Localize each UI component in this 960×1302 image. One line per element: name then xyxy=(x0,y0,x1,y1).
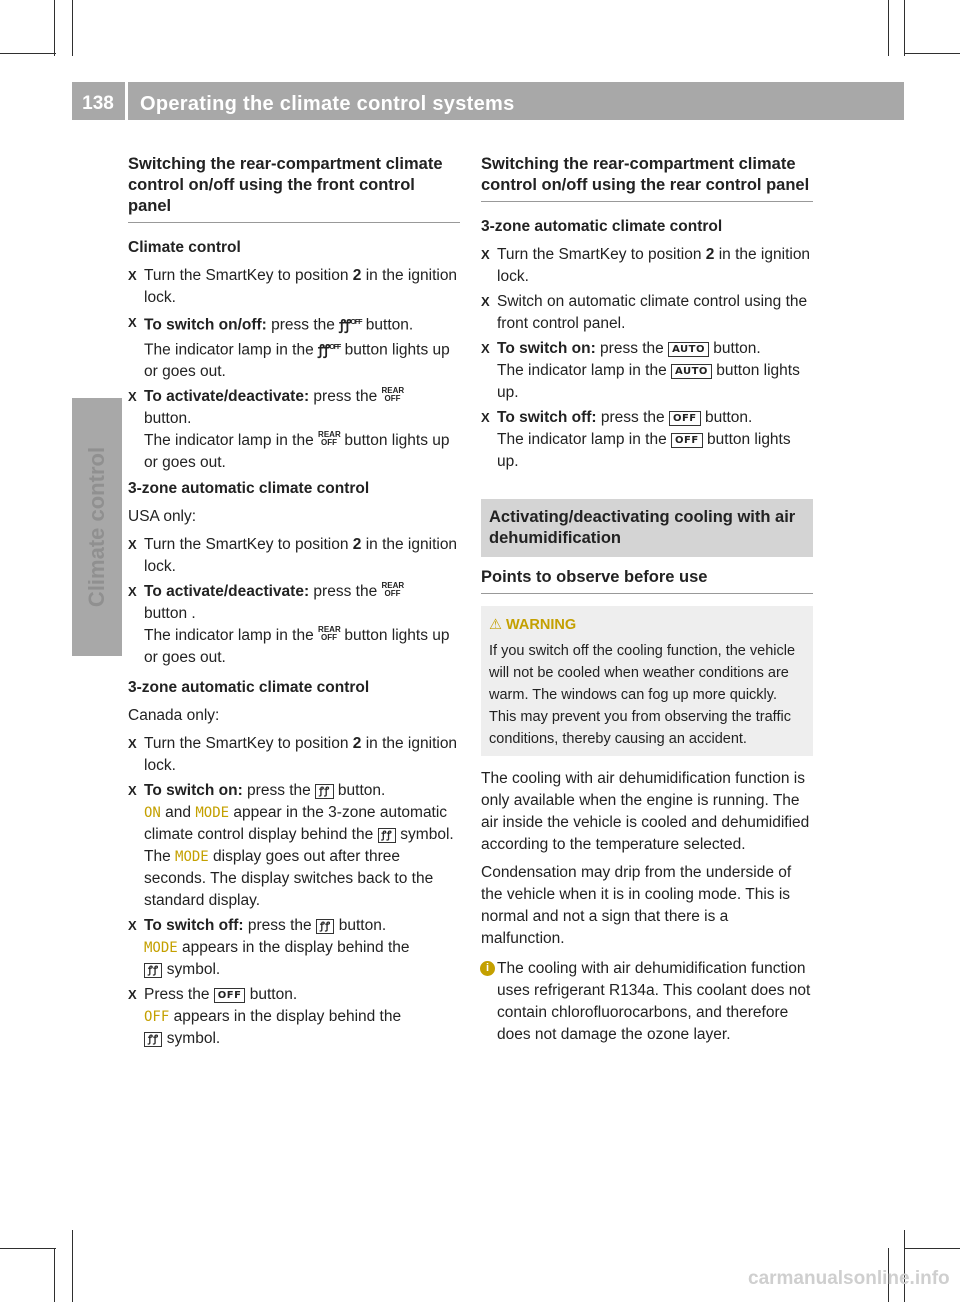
note-text: USA only: xyxy=(128,508,197,526)
body-paragraph: Condensation may drip from the underside of the vehicle when it is in cooling mode. This is normal and not a sign that there is a malfunction. xyxy=(481,864,792,947)
display-text-mode: MODE xyxy=(175,849,209,866)
instruction-step: X Turn the SmartKey to position 2 in the ignition lock. xyxy=(128,536,458,576)
fan-button-icon: ꝭꝭ xyxy=(316,919,334,934)
chapter-tab-label: Climate control xyxy=(84,446,109,608)
fan-button-icon: ꝭꝭ xyxy=(144,963,162,978)
crop-mark xyxy=(888,0,889,56)
step-arrow-icon: X xyxy=(128,987,137,1003)
display-text-on: ON xyxy=(144,805,161,822)
instruction-step: X To activate/deactivate: press the REAR OFF button. The indicator lamp in the REAR OFF button lights up or goes out. xyxy=(128,386,450,472)
page-number: 138 xyxy=(82,93,114,114)
section-banner: Activating/deactivating cooling with air dehumidification xyxy=(481,499,813,557)
instruction-step: X To activate/deactivate: press the REAR OFF button . The indicator lamp in the REAR OFF button lights up or goes out. xyxy=(128,581,450,667)
body-paragraph: The cooling with air dehumidification function is only available when the engine is running. The air inside the vehicle is cooled and dehumidified according to the temperature selected. xyxy=(481,770,810,853)
instruction-step: X To switch on: press the AUTO button. The indicator lamp in the AUTO button lights up. xyxy=(481,340,800,401)
instruction-step: X Turn the SmartKey to position 2 in the ignition lock. xyxy=(481,246,811,285)
fan-button-icon: ꝭꝭ xyxy=(315,784,333,799)
subheading: 3-zone automatic climate control xyxy=(128,679,370,697)
off-button-icon: OFF xyxy=(671,433,703,448)
step-arrow-icon: X xyxy=(128,918,137,934)
note-text: Canada only: xyxy=(128,707,220,725)
step-arrow-icon: X xyxy=(128,783,137,799)
display-text-mode: MODE xyxy=(144,940,178,957)
step-arrow-icon: X xyxy=(128,584,137,600)
header-divider xyxy=(125,82,128,120)
step-arrow-icon: X xyxy=(128,389,137,405)
warning-box xyxy=(481,606,813,756)
info-note: i The cooling with air dehumidification function uses refrigerant R134a. This coolant does not contain chlorofluorocarbons, and therefore does not damage the ozone layer. xyxy=(481,958,813,1046)
rear-off-button-icon: REAR OFF xyxy=(318,625,341,643)
warning-heading: ⚠ WARNING xyxy=(489,617,577,633)
step-arrow-icon: X xyxy=(128,736,137,752)
section-title: Switching the rear-compartment climate control on/off using the front control panel xyxy=(128,154,460,223)
instruction-step: X Turn the SmartKey to position 2 in the ignition lock. xyxy=(128,267,458,306)
crop-mark xyxy=(54,0,55,56)
step-arrow-icon: X xyxy=(481,294,490,309)
step-arrow-icon: X xyxy=(128,537,137,553)
crop-mark xyxy=(72,1230,73,1302)
section-title: Switching the rear-compartment climate control on/off using the rear control panel xyxy=(481,154,813,202)
rear-off-button-icon: REAR OFF xyxy=(318,430,341,448)
instruction-step: X Turn the SmartKey to position 2 in the ignition lock. xyxy=(128,735,458,775)
step-arrow-icon: X xyxy=(481,341,490,356)
step-arrow-icon: X xyxy=(481,247,490,262)
crop-mark xyxy=(904,53,960,54)
fan-button-icon: ꝭꝭ xyxy=(144,1032,162,1047)
rear-off-button-icon: REAR OFF xyxy=(381,386,405,404)
display-text-off: OFF xyxy=(144,1009,170,1026)
instruction-step: X To switch off: press the OFF button. The indicator lamp in the OFF button lights up. xyxy=(481,409,791,470)
instruction-step: X Switch on automatic climate control using the front control panel. xyxy=(481,293,808,332)
crop-mark xyxy=(72,0,73,56)
crop-mark xyxy=(54,1248,55,1302)
instruction-step: X Press the OFF button. OFF appears in the display behind the ꝭꝭ symbol. xyxy=(128,986,402,1048)
warning-text: If you switch off the cooling function, the vehicle will not be cooled when weather conditions are warm. The windows can fog up more quickly. This may prevent you from observing the traffic conditions, thereby causing an accident. xyxy=(489,643,796,747)
crop-mark xyxy=(0,1248,56,1249)
instruction-step: X To switch on: press the ꝭꝭ button. ON and MODE appear in the 3-zone automatic climate control display behind the ꝭꝭ symbol. The MODE display goes out after three seconds. The display switches back to the standard display. xyxy=(128,782,454,910)
info-icon: i xyxy=(480,961,495,976)
display-text-mode: MODE xyxy=(195,805,230,822)
watermark: carmanualsonline.info xyxy=(748,1268,950,1289)
step-arrow-icon: X xyxy=(128,268,137,283)
step-arrow-icon: X xyxy=(481,410,490,425)
right-column xyxy=(481,154,813,1052)
subheading: 3-zone automatic climate control xyxy=(481,218,723,235)
warning-triangle-icon: ⚠ xyxy=(489,617,502,633)
auto-button-icon: AUTO xyxy=(671,364,712,379)
subheading: Climate control xyxy=(128,239,241,256)
fan-off-button-icon: ꝭꝭ$^{OFF}$ xyxy=(339,316,362,333)
step-arrow-icon: X xyxy=(128,315,137,330)
subheading: 3-zone automatic climate control xyxy=(128,480,370,498)
crop-mark xyxy=(904,1230,905,1302)
crop-mark xyxy=(0,53,56,54)
section-subtitle: Points to observe before use xyxy=(481,567,813,594)
fan-button-icon: ꝭꝭ xyxy=(378,828,396,843)
off-button-icon: OFF xyxy=(669,411,701,426)
rear-off-button-icon: REAR OFF xyxy=(381,581,405,599)
instruction-step: X To switch on/off: press the ꝭꝭ$^{OFF}$ button. The indicator lamp in the ꝭꝭ$^{OFF}$ button lights up or goes out. xyxy=(128,312,460,383)
page-title: Operating the climate control systems xyxy=(140,93,515,115)
left-column xyxy=(128,154,460,1053)
instruction-step: X To switch off: press the ꝭꝭ button. MODE appears in the display behind the ꝭꝭ symbol. xyxy=(128,917,410,979)
off-button-icon: OFF xyxy=(214,988,246,1003)
fan-off-button-icon: ꝭꝭ$^{OFF}$ xyxy=(318,341,341,358)
auto-button-icon: AUTO xyxy=(668,342,709,357)
crop-mark xyxy=(904,1248,960,1249)
crop-mark xyxy=(904,0,905,56)
